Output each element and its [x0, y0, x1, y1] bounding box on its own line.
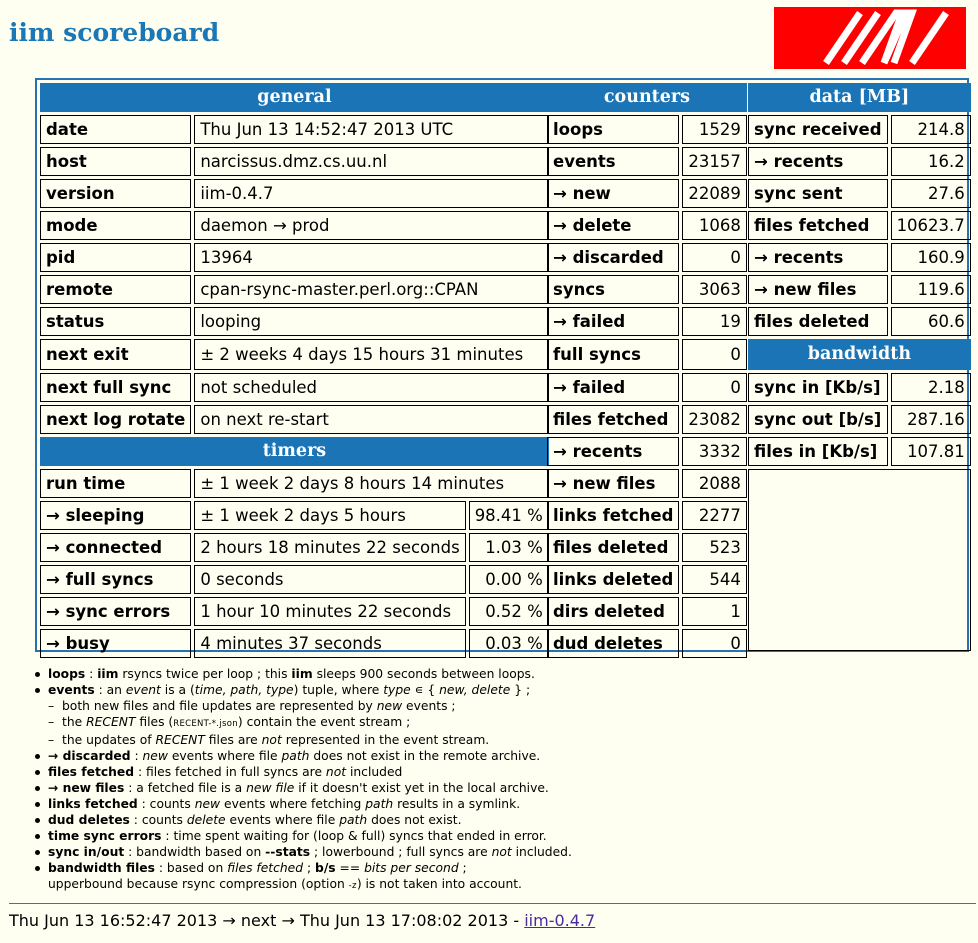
table-row: → sync errors 1 hour 10 minutes 22 seconds 0.52 % [40, 597, 549, 626]
table-row: → new files 119.6 [748, 275, 971, 304]
table-row: syncs 3063 [547, 275, 747, 304]
table-row: files deleted 60.6 [748, 307, 971, 336]
table-row: files deleted 523 [547, 533, 747, 562]
table-row: sync received 214.8 [748, 115, 971, 144]
table-row: sync sent 27.6 [748, 179, 971, 208]
table-row: files fetched 23082 [547, 405, 747, 434]
list-item: bandwidth files : based on files fetched ; b/s == bits per second ; [48, 860, 948, 876]
table-row: mode daemon → prod [40, 211, 549, 240]
footer-text: Thu Jun 13 16:52:47 2013 → next → Thu Jun 13 17:08:02 2013 - [9, 911, 525, 930]
table-row: pid 13964 [40, 243, 549, 272]
page-title: iim scoreboard [9, 18, 220, 47]
table-row: full syncs 0 [547, 339, 747, 370]
table-row: → failed 0 [547, 373, 747, 402]
table-row: run time ± 1 week 2 days 8 hours 14 minutes [40, 469, 549, 498]
list-item: – the updates of RECENT files are not represented in the event stream. [48, 733, 490, 747]
notes [48, 666, 948, 894]
table-row: links deleted 544 [547, 565, 747, 594]
table-row: sync out [b/s] 287.16 [748, 405, 971, 434]
table-row: files in [Kb/s] 107.81 [748, 437, 971, 466]
table-row: → recents 16.2 [748, 147, 971, 176]
table-row: → new files 2088 [547, 469, 747, 498]
list-item: files fetched : files fetched in full syncs are not included [48, 764, 948, 780]
list-item: time sync errors : time spent waiting for (loop & full) syncs that ended in error. [48, 828, 948, 844]
table-row: → recents 160.9 [748, 243, 971, 272]
table-row: next exit ± 2 weeks 4 days 15 hours 31 minutes [40, 339, 549, 370]
table-row: next log rotate on next re-start [40, 405, 549, 434]
data-table [745, 80, 974, 654]
table-row: date Thu Jun 13 14:52:47 2013 UTC [40, 115, 549, 144]
empty-cell [748, 469, 971, 651]
list-item: upperbound because rsync compression (option -z) is not taken into account. [48, 877, 522, 891]
table-row: → busy 4 minutes 37 seconds 0.03 % [40, 629, 549, 658]
table-row: → discarded 0 [547, 243, 747, 272]
list-item: loops : iim rsyncs twice per loop ; this iim sleeps 900 seconds between loops. [48, 666, 948, 682]
table-row: remote cpan-rsync-master.perl.org::CPAN [40, 275, 549, 304]
table-row: files fetched 10623.7 [748, 211, 971, 240]
table-row: events 23157 [547, 147, 747, 176]
table-row: dirs deleted 1 [547, 597, 747, 626]
list-item: links fetched : counts new events where fetching path results in a symlink. [48, 796, 948, 812]
table-row: → delete 1068 [547, 211, 747, 240]
table-row: sync in [Kb/s] 2.18 [748, 373, 971, 402]
bandwidth-heading: bandwidth [748, 339, 971, 370]
general-table [37, 80, 552, 661]
iim-logo-icon [774, 7, 966, 69]
table-row: → recents 3332 [547, 437, 747, 466]
iim-logo [774, 7, 966, 69]
timers-heading: timers [40, 437, 549, 466]
table-row: → failed 19 [547, 307, 747, 336]
list-item: – the RECENT files (RECENT-*.json) contain the event stream ; [48, 715, 411, 729]
table-row: dud deletes 0 [547, 629, 747, 658]
footer [9, 911, 595, 930]
table-row: next full sync not scheduled [40, 373, 549, 402]
table-row: status looping [40, 307, 549, 336]
counters-heading: counters [547, 83, 747, 112]
table-row: → new 22089 [547, 179, 747, 208]
list-item: – both new files and file updates are represented by new events ; [48, 699, 456, 713]
list-item: → new files : a fetched file is a new file if it doesn't exist yet in the local archive. [48, 780, 948, 796]
general-heading: general [40, 83, 549, 112]
list-item: events : an event is a (time, path, type) tuple, where type ∊ { new, delete } ; [48, 682, 948, 698]
table-row: → full syncs 0 seconds 0.00 % [40, 565, 549, 594]
list-item: dud deletes : counts delete events where file path does not exist. [48, 812, 948, 828]
counters-table [544, 80, 750, 661]
list-item: → discarded : new events where file path does not exist in the remote archive. [48, 748, 948, 764]
list-item: sync in/out : bandwidth based on --stats ; lowerbound ; full syncs are not included. [48, 844, 948, 860]
table-row: version iim-0.4.7 [40, 179, 549, 208]
data-heading: data [MB] [748, 83, 971, 112]
divider [9, 903, 976, 904]
version-link[interactable]: iim-0.4.7 [524, 911, 596, 930]
table-row: → sleeping ± 1 week 2 days 5 hours 98.41 % [40, 501, 549, 530]
table-row: loops 1529 [547, 115, 747, 144]
table-row: → connected 2 hours 18 minutes 22 seconds 1.03 % [40, 533, 549, 562]
table-row: links fetched 2277 [547, 501, 747, 530]
table-row: host narcissus.dmz.cs.uu.nl [40, 147, 549, 176]
